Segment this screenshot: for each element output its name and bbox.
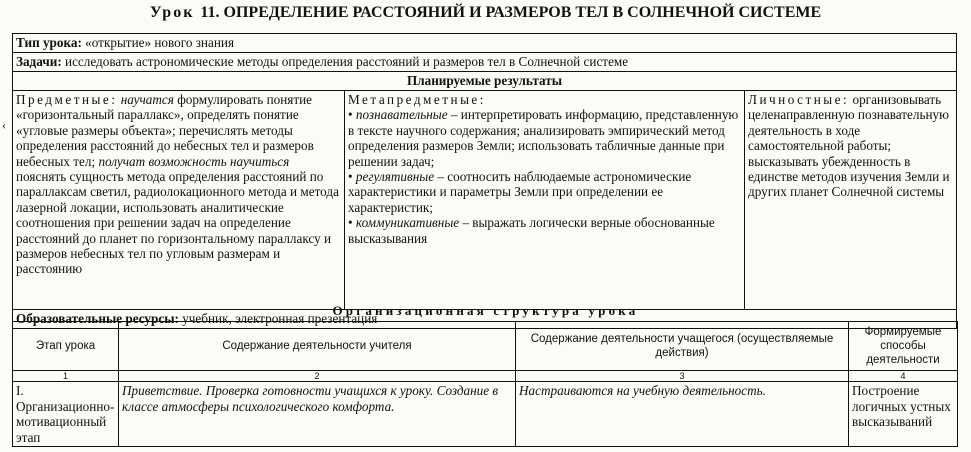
header-teacher: Содержание деятельности учителя [119,322,516,371]
personal-text: организовывать целенаправленную познавательную деятельность в ходе самостоятельной работы; высказывать убежденность в единстве методов изучения Земли и других планет Солнечной системы [748,92,950,200]
table-header-row [13,322,958,371]
meta-communicative-text: – выражать логически верные обоснованные высказывания [348,215,715,246]
personal-label: Личностные: [748,92,850,107]
col-number: 2 [119,371,516,382]
meta-regulative-text: – соотносить наблюдаемые астрономические характеристики и параметры Земли при определении ее характеристик; [348,169,692,215]
page-title [0,4,971,22]
meta-cognitive-text: – интерпретировать информацию, представленную в тексте научного содержания; анализировать эмпирический метод определения размеров Земли; использовать табличные данные при решении задач; [348,107,739,169]
student-activity-cell: Настраиваются на учебную деятельность. [516,382,849,447]
subject-results [13,91,345,309]
meta-regulative: • регулятивные – соотносить наблюдаемые астрономические характеристики и параметры Земли при определении ее характеристик; [348,169,692,215]
table-number-row [13,371,958,382]
subject-text-1: формулировать понятие «горизонтальный параллакс», определять понятие «угловые размеры объекта»; перечислять методы определения расстояний до небесных тел и размеров небесных тел; [16,92,314,169]
meta-communicative-label: коммуникативные [355,215,460,231]
subject-will-learn: научатся [120,92,174,107]
tasks-row [13,53,956,72]
results-columns [13,91,956,310]
table-row [13,382,958,447]
lesson-title-text: 11. ОПРЕДЕЛЕНИЕ РАССТОЯНИЙ И РАЗМЕРОВ ТЕЛ В СОЛНЕЧНОЙ СИСТЕМЕ [200,4,822,21]
tasks-label: Задачи: [16,54,62,69]
meta-label: Метапредметные: [348,92,486,107]
org-structure-title: Организационная структура урока [332,303,639,318]
lesson-type-label: Тип урока: [16,35,82,50]
margin-mark: ‹ [2,118,6,132]
header-stage: Этап урока [13,322,119,371]
resources-value: учебник, электронная презентация [182,311,378,326]
subject-opportunity: получат возможность научиться [98,153,290,169]
header-skills: Формируемые способы деятельности [849,322,958,371]
subject-text-2: пояснять сущность метода определения расстояний по параллаксам светил, радиолокационного метода и метода лазерной локации, использовать аналитические соотношения при решении задач на определение расстояний до планет по горизонтальному параллаксу и размеров небесных тел по угловым размерам и расстоянию [16,169,339,277]
stage-cell: I. Организационно-мотивационный этап [13,382,119,447]
meta-cognitive: • познавательные – интерпретировать информацию, представленную в тексте научного содержания; анализировать эмпирический метод определения размеров Земли; использовать табличные данные при решении задач; [348,107,739,169]
subject-label: Предметные: [16,92,118,107]
tasks-value: исследовать астрономические методы определения расстояний и размеров тел в Солнечной системе [65,54,629,69]
meta-results [345,91,745,309]
resources-label: Образовательные ресурсы: [16,311,179,326]
lesson-type-value: «открытие» нового знания [85,35,235,50]
col-number: 3 [516,371,849,382]
skills-cell: Построение логичных устных высказываний [849,382,958,447]
meta-cognitive-label: познавательные [355,107,448,123]
lesson-type-row [13,34,956,53]
col-number: 1 [13,371,119,382]
personal-results [745,91,956,309]
planned-results-heading: Планируемые результаты [13,72,956,91]
lesson-word: Урок [149,4,195,21]
header-student: Содержание деятельности учащегося (осуществляемые действия) [516,322,849,371]
lesson-info-table [12,33,957,329]
col-number: 4 [849,371,958,382]
teacher-activity-cell: Приветствие. Проверка готовности учащихся к уроку. Создание в классе атмосферы психологического комфорта. [119,382,516,447]
org-structure-table [12,321,958,447]
meta-regulative-label: регулятивные [355,169,435,185]
meta-communicative: • коммуникативные – выражать логически верные обоснованные высказывания [348,215,715,246]
